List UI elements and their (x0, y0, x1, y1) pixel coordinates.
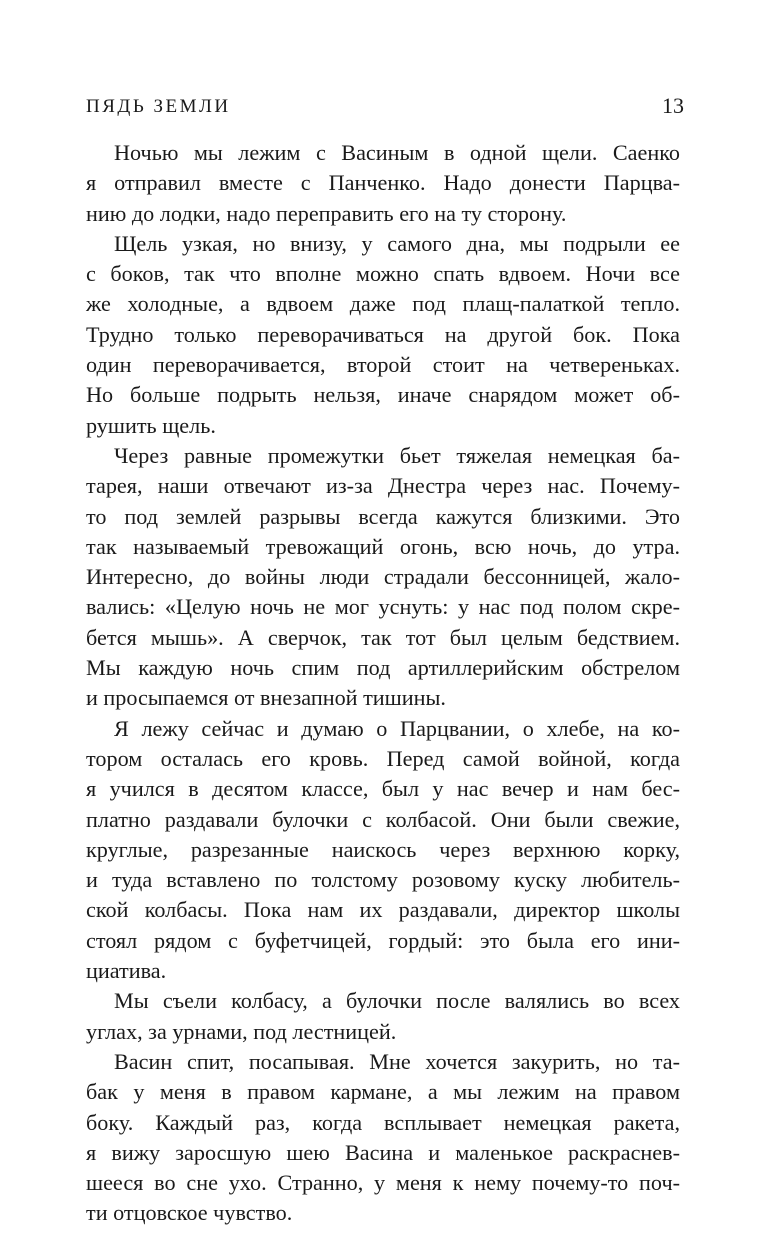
text-line: вались: «Целую ночь не мог уснуть: у нас под полом скре- (86, 594, 680, 620)
text-line: бак у меня в правом кармане, а мы лежим на правом (86, 1079, 680, 1105)
text-line: с боков, так что вполне можно спать вдвоем. Ночи все (86, 261, 680, 287)
text-line: Интересно, до войны люди страдали бессонницей, жало- (86, 564, 680, 590)
text-line: стоял рядом с буфетчицей, гордый: это была его ини- (86, 927, 680, 953)
text-line: Щель узкая, но внизу, у самого дна, мы подрыли ее (114, 230, 680, 256)
text-line: так называемый тревожащий огонь, всю ночь, до утра. (86, 533, 680, 559)
text-line: то под землей разрывы всегда кажутся близкими. Это (86, 503, 680, 529)
text-line: Мы каждую ночь спим под артиллерийским обстрелом (86, 655, 680, 681)
page-number: 13 (662, 93, 684, 118)
text-line: Я лежу сейчас и думаю о Парцвании, о хлебе, на ко- (114, 715, 680, 741)
text-line: Но больше подрыть нельзя, иначе снарядом может об- (86, 382, 680, 408)
text-line: циатива. (86, 958, 167, 984)
text-line: Через равные промежутки бьет тяжелая немецкая ба- (114, 442, 680, 468)
text-line: же холодные, а вдвоем даже под плащ-палаткой тепло. (86, 291, 680, 317)
text-line: ти отцовское чувство. (86, 1200, 293, 1226)
text-line: Трудно только переворачиваться на другой бок. Пока (86, 321, 680, 347)
text-line: один переворачивается, второй стоит на четвереньках. (86, 352, 680, 378)
text-line: шееся во сне ухо. Странно, у меня к нему почему-то поч- (86, 1170, 680, 1196)
text-line: платно раздавали булочки с колбасой. Они были свежие, (86, 806, 680, 832)
text-line: углах, за урнами, под лестницей. (86, 1018, 397, 1044)
text-line: Ночью мы лежим с Васиным в одной щели. Саенко (114, 140, 680, 165)
text-line: я вижу заросшую шею Васина и маленькое раскраснев- (86, 1139, 680, 1165)
text-line: ской колбасы. Пока нам их раздавали, директор школы (86, 897, 680, 923)
text-line: боку. Каждый раз, когда всплывает немецкая ракета, (86, 1109, 680, 1135)
text-line: круглые, разрезанные наискось через верхнюю корку, (86, 836, 680, 862)
running-title: ПЯДЬ ЗЕМЛИ (86, 96, 231, 117)
text-line: я учился в десятом классе, был у нас вечер и нам бес- (86, 776, 680, 802)
text-line: и туда вставлено по толстому розовому куску любитель- (86, 867, 680, 893)
text-line: Васин спит, посапывая. Мне хочется закурить, но та- (114, 1048, 680, 1074)
text-line: тором осталась его кровь. Перед самой войной, когда (86, 745, 680, 771)
text-line: я отправил вместе с Панченко. Надо донести Парцва- (86, 170, 680, 196)
body-text (86, 138, 680, 1229)
text-line: и просыпаемся от внезапной тишины. (86, 685, 446, 711)
text-line: Мы съели колбасу, а булочки после валялись во всех (114, 988, 680, 1014)
text-line: тарея, наши отвечают из-за Днестра через нас. Почему- (86, 473, 680, 499)
text-line: нию до лодки, надо переправить его на ту сторону. (86, 200, 567, 226)
text-line: бется мышь». А сверчок, так тот был целым бедствием. (86, 624, 680, 650)
text-line: рушить щель. (86, 412, 216, 438)
